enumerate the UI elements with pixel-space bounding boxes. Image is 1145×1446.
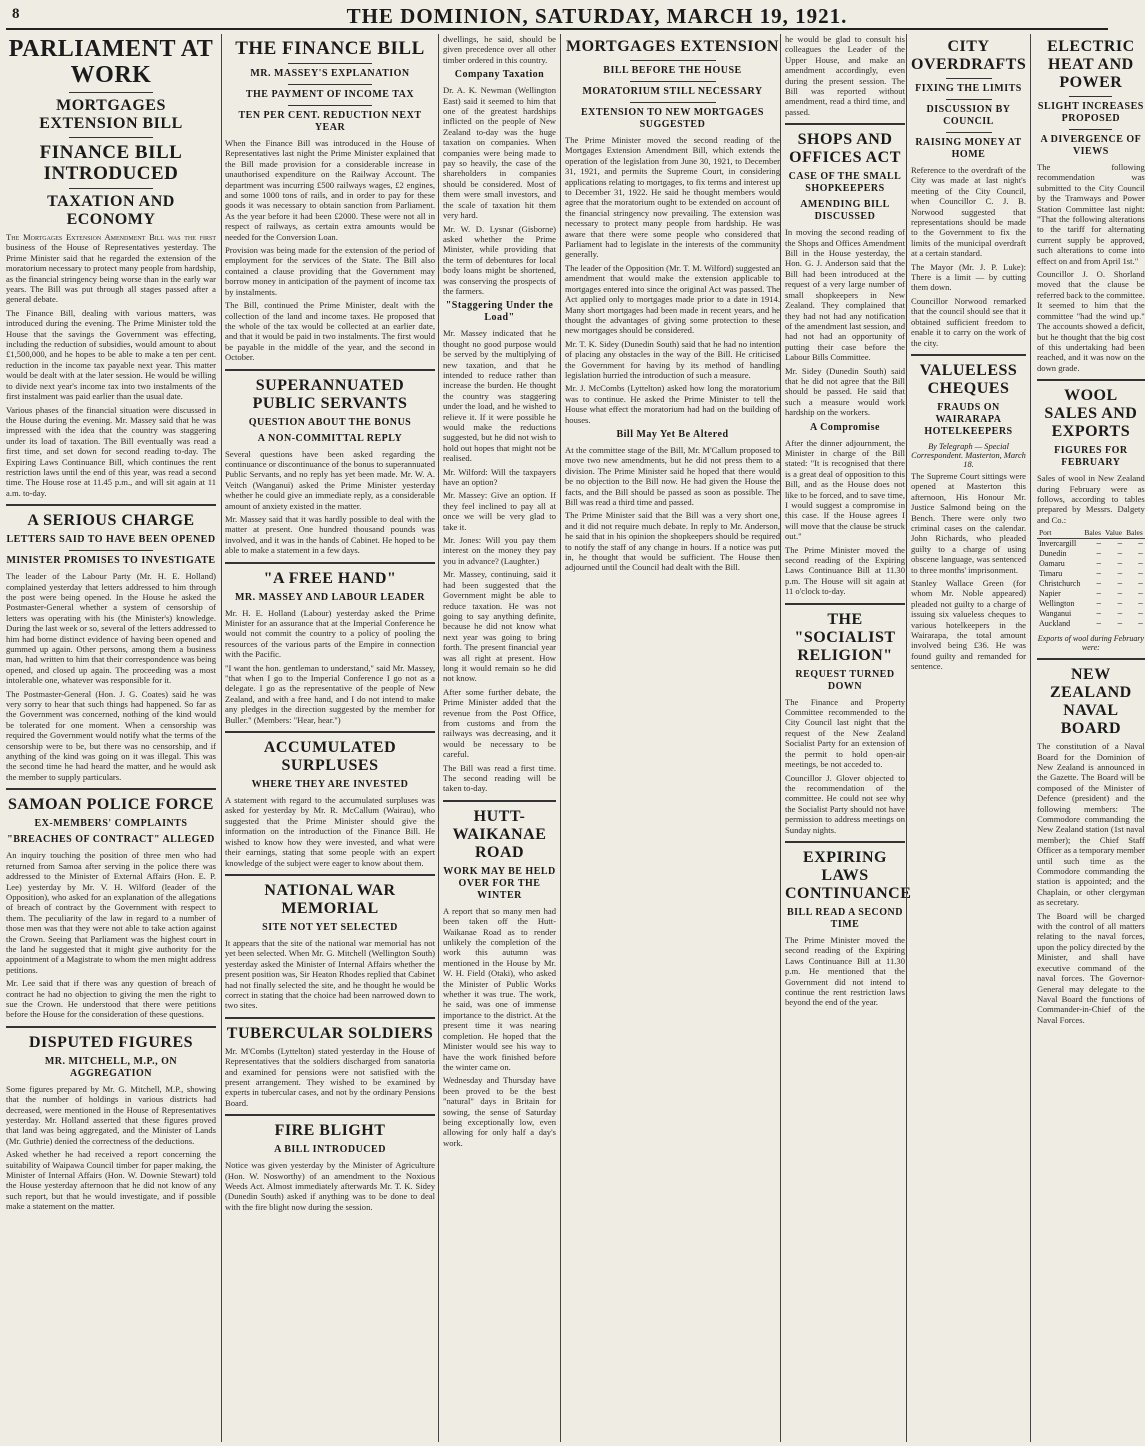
table-row bbox=[1037, 579, 1145, 589]
article-paragraph: At the committee stage of the Bill, Mr. M'Callum proposed to move two new amendments, but he did not press them to a division. The Prime Minister said he hoped that there would be no objection to the Bill now. He had given the House the facts, and the Bill should be passed as soon as possible. The Bill was read a third time and passed. bbox=[565, 444, 780, 507]
table-cell: — bbox=[1117, 570, 1123, 579]
article-paragraph: The Supreme Court sittings were opened at Masterton this afternoon, His Honour Mr. Justice Salmond being on the Bench. There were only two criminal cases on the calendar. John Richards, who pleaded guilty to a charge of using obscene language, was sentenced to three months' imprisonment. bbox=[911, 470, 1026, 575]
section-headline: SHOPS AND OFFICES ACT bbox=[789, 131, 901, 167]
section-headline: NEW ZEALAND NAVAL BOARD bbox=[1050, 666, 1132, 738]
section-headline: SUPERANNUATED PUBLIC SERVANTS bbox=[252, 376, 408, 412]
subheadline: TAXATION AND ECONOMY bbox=[47, 193, 175, 228]
section-headline: EXPIRING LAWS CONTINUANCE bbox=[785, 848, 912, 902]
table-cell: — bbox=[1138, 590, 1143, 599]
article-paragraph: The Prime Minister moved the second reading of the Mortgages Extension Amendment Bill, which extends the operation of the legislation from June 30, 1921, to December 31, 1921, and permits the Supreme Court, in considering applications relating to mortgages, to fix terms and interest up to December 31, 1922. He said he thought members would agree that the moratorium ought to be extended on account of the financial stringency now prevailing. The extension was necessary to protect many people from hardship. He was aware that there were some people who considered that Parliament had to legislate in the interests of the community generally. bbox=[565, 135, 780, 260]
section-subheadline: THE PAYMENT OF INCOME TAX bbox=[245, 89, 415, 100]
article-paragraph: Reference to the overdraft of the City was made at last night's meeting of the City Council, when Councillor C. J. B. Norwood suggested that representations should be made to the Government to fix the limits of the municipal overdraft at a certain standard. bbox=[911, 165, 1026, 259]
article-paragraph: Mr. M'Combs (Lyttelton) stated yesterday in the House of Representatives that the soldiers discharged from sanatoria and examined for pensions were not satisfied with the present arrangement. They wished to be examined by experts in tubercular cases, and not by the ordinary Pensions Board. bbox=[225, 1045, 435, 1108]
section-subheadline: AMENDING BILL DISCUSSED bbox=[800, 199, 890, 223]
article-paragraph: Wednesday and Thursday have been proved to be the best "natural" days in Britain for sowing, the sense of Saturday being exceptionally low, even allowing for only half a day's work. bbox=[443, 1075, 556, 1148]
article-paragraph: A report that so many men had been taken off the Hutt-Waikanae Road as to render unlikely the completion of the work this autumn was mentioned in the House by Mr. W. H. Field (Otaki), who asked the Minister of Public Works whether it was true. The work, he said, was one of immense importance to the district. At the present time it was nearing completion. He hoped that the Minister would see his way to have the work finished before the winter came on. bbox=[443, 905, 556, 1072]
table-row bbox=[1037, 539, 1145, 550]
table-header-cell: Bales bbox=[1084, 528, 1101, 538]
article-paragraph: Councillor J. Glover objected to the recommendation of the committee. He could not see why the Socialist Party should not have permission to address meetings on Sunday nights. bbox=[785, 772, 905, 835]
section-headline: VALUELESS CHEQUES bbox=[919, 361, 1018, 397]
section-subheadline: "BREACHES OF CONTRACT" ALLEGED bbox=[7, 834, 215, 846]
article-paragraph: Several questions have been asked regarding the continuance or discontinuance of the bonus to superannuated Public Servants, and no reply has yet been made. Mr. W. A. Veitch (Wanganui) asked the Prime Minister yesterday whether he could give an immediate reply, as a considerable amount of anxiety existed in the matter. bbox=[225, 448, 435, 511]
table-header-cell: Port bbox=[1037, 528, 1082, 539]
section-headline: "A FREE HAND" bbox=[263, 569, 397, 587]
article-paragraph: The Bill, continued the Prime Minister, dealt with the collection of the land and income taxes. He proposed that the whole of the tax would be collected at an earlier date, and that it would be paid in two instalments. The first would be payable in the middle of the year, and the second in October. bbox=[225, 300, 435, 363]
table-cell: — bbox=[1138, 560, 1143, 569]
section-headline: THE FINANCE BILL bbox=[235, 38, 425, 59]
article-paragraph: The leader of the Opposition (Mr. T. M. Wilford) suggested an amendment that would make the extension applicable to mortgages entered into since the original Act was passed. The Act applied only to mortgages made prior to a date in 1914. Many short mortgages had been made in recent years, and he thought the advantages of giving some protection to these new mortgages should be considered. bbox=[565, 262, 780, 336]
article-paragraph: The Bill was read a first time. The second reading will be taken to-day. bbox=[443, 762, 556, 794]
table-row bbox=[1037, 559, 1145, 569]
table-cell: — bbox=[1138, 570, 1143, 579]
article-paragraph: Some figures prepared by Mr. G. Mitchell, M.P., showing that the number of holdings in various districts had decreased, were mentioned in the House of Representatives yesterday. Mr. Holland asserted that these figures proved that land was being aggregated, and the Minister of Lands (Mr. Guthrie) denied the correctness of the deductions. bbox=[6, 1083, 216, 1146]
article-paragraph: he would be glad to consult his colleagues the Leader of the Upper House, and make an amendment accordingly, even during the present session. The Bill was reported without amendment, read a third time, and passed. bbox=[785, 34, 905, 117]
section-subheadline: A Compromise bbox=[810, 421, 880, 433]
table-cell: — bbox=[1117, 580, 1123, 589]
section-headline: ACCUMULATED SURPLUSES bbox=[263, 739, 397, 775]
section-subheadline: FIGURES FOR FEBRUARY bbox=[1054, 445, 1128, 469]
section-headline: ELECTRIC HEAT AND POWER bbox=[1047, 38, 1135, 91]
section-subheadline: DISCUSSION BY COUNCIL bbox=[926, 104, 1011, 127]
article-paragraph: When the Finance Bill was introduced in the House of Representatives last night the Prime Minister explained that the Bill made provision for a considerable increase in unauthorised expenditure on the Railway Account. The department was incurring £500 railways wages, £2 engines, and some 1000 tons of rails, and in order to pay for these goods it was necessary to obtain sanction from Parliament. As the year before it had been £2000. These were not all in respect of railways, as certain extra amounts would be needed for the Conversion Loan. bbox=[225, 138, 435, 242]
section-headline: WOOL SALES AND EXPORTS bbox=[1044, 387, 1138, 441]
column-3 bbox=[438, 34, 556, 1442]
table-cell: Christchurch bbox=[1039, 579, 1081, 589]
section-subheadline: A DIVERGENCE OF VIEWS bbox=[1040, 134, 1142, 157]
article-paragraph: The Finance Bill, dealing with various matters, was introduced during the evening. The Prime Minister told the House that the savings the Government was effecting, including the reduction of subsidies, would amount to about £1,500,000, and he hopes to be able to make a ten per cent. reduction in the income tax payable next year. This matter would be dealt with at the later session. He would be willing to divide next year's income tax into two instalments of the first instalment was paid earlier than the usual date. bbox=[6, 307, 216, 402]
section-subheadline: Bill May Yet Be Altered bbox=[616, 428, 729, 440]
table-cell: — bbox=[1117, 590, 1123, 599]
table-cell: — bbox=[1138, 610, 1143, 619]
section-subheadline: EX-MEMBERS' COMPLAINTS bbox=[34, 818, 188, 830]
right-news-column bbox=[1037, 34, 1145, 1442]
article-paragraph: After the dinner adjournment, the Minister in charge of the Bill stated: "It is recognised that there is a great deal of opposition to this Bill, and as the House does not like to be forced, and to save time, I would suggest a compromise in this case. If the House agrees I will move that the clause be struck out." bbox=[785, 437, 905, 542]
article-paragraph: The Prime Minister moved the second reading of the Expiring Laws Continuance Bill at 11.30 p.m. He mentioned that the Government did not intend to continue the rent restriction laws beyond the end of the year. bbox=[785, 934, 905, 1008]
column-2 bbox=[221, 34, 435, 1442]
article-paragraph: The Prime Minister moved the second reading of the Expiring Laws Continuance Bill at 11.30 p.m. The House will sit again at 11 o'clock to-day. bbox=[785, 544, 905, 597]
table-cell: Napier bbox=[1039, 589, 1061, 599]
section-headline: NATIONAL WAR MEMORIAL bbox=[264, 881, 396, 917]
article-paragraph: Mr. W. D. Lysnar (Gisborne) asked whether the Prime Minister, while providing that the term of debentures for local body loans might be shortened, was conserving the prospects of the farmers. bbox=[443, 223, 556, 296]
table-cell: Oamaru bbox=[1039, 559, 1065, 569]
article-paragraph: The constitution of a Naval Board for the Dominion of New Zealand is announced in the Gazette. The Board will be composed of the Minister of Defence (president) and the following members: The Commodore commanding the New Zealand station (1st naval member); the Chief Staff Officer as a temporary member until such time as the Commodore commanding the station is appointed; and the Chaplain, or other clergyman as secretary. bbox=[1037, 741, 1145, 908]
section-subheadline: WORK MAY BE HELD OVER FOR THE WINTER bbox=[443, 865, 556, 901]
table-cell: — bbox=[1096, 610, 1101, 619]
section-subheadline: FIXING THE LIMITS bbox=[915, 83, 1022, 94]
table-cell: — bbox=[1117, 550, 1123, 559]
table-cell: Dunedin bbox=[1039, 549, 1067, 559]
table-row bbox=[1037, 569, 1145, 579]
section-subheadline: MINISTER PROMISES TO INVESTIGATE bbox=[6, 555, 216, 567]
table-cell: — bbox=[1117, 620, 1123, 629]
section-subheadline: MORATORIUM STILL NECESSARY bbox=[582, 86, 763, 97]
column-5 bbox=[780, 34, 912, 1442]
article-paragraph: Mr. Jones: Will you pay them interest on the money they pay you in advance? (Laughter.) bbox=[443, 535, 556, 566]
article-paragraph: Mr. Massey, continuing, said it had been suggested that the Government might be able to reduce taxation. He was not going to say anything definite, because he did not know what next year was going to bring forth. The present financial year was all right at present. How long it would remain so he did not know. bbox=[443, 569, 556, 684]
section-subheadline: "Staggering Under the Load" bbox=[445, 300, 554, 324]
table-cell: — bbox=[1117, 540, 1123, 549]
article-paragraph: Mr. Sidey (Dunedin South) said that he did not agree that the Bill should be passed. He said that such a measure would work hardship on the workers. bbox=[785, 365, 905, 418]
article-paragraph: Notice was given yesterday by the Minister of Agriculture (Hon. W. Nosworthy) of an amendment to the Noxious Weeds Act. Almost immediately afterwards Mr. T. K. Sidey (Dunedin South) asked if anything was to be done to deal with the fire blight now during the session. bbox=[225, 1160, 435, 1212]
article-paragraph: Asked whether he had received a report concerning the suitability of Waipawa Council timber for paper making, the Minister of Internal Affairs (Hon. W. Downie Stewart) told the House yesterday afternoon that he did not know of any such report, but that he would investigate, and if possible make a statement on the matter. bbox=[6, 1149, 216, 1212]
section-subheadline: RAISING MONEY AT HOME bbox=[915, 137, 1022, 160]
article-paragraph: An inquiry touching the position of three men who had returned from Samoa after serving in the police there was addressed to the Minister of External Affairs (Hon. E. P. Lee) yesterday by Mr. V. H. Wilford (leader of the Opposition), who asked for an explanation of the allegations of breach of contract by the Government with respect to them. The peculiarity of the law in regard to a number of those men was that they were not able to take action against the Crown. Seeing that Parliament was the highest court in the land he suggested that it might give authority for the appointment of a Magistrate to whom the men might address petitions. bbox=[6, 850, 216, 975]
section-subheadline: TEN PER CENT. REDUCTION NEXT YEAR bbox=[238, 110, 422, 133]
section-subheadline: REQUEST TURNED DOWN bbox=[795, 668, 895, 692]
section-headline: FIRE BLIGHT bbox=[274, 1122, 386, 1140]
section-subheadline: BILL BEFORE THE HOUSE bbox=[603, 65, 742, 76]
section-headline: A SERIOUS CHARGE bbox=[27, 512, 195, 530]
section-subheadline: A BILL INTRODUCED bbox=[274, 1144, 386, 1156]
section-headline: SAMOAN POLICE FORCE bbox=[8, 796, 214, 814]
section-subheadline: BILL READ A SECOND TIME bbox=[787, 906, 903, 930]
table-cell: — bbox=[1096, 600, 1101, 609]
table-cell: — bbox=[1096, 550, 1101, 559]
table-cell: — bbox=[1096, 580, 1101, 589]
table-cell: — bbox=[1117, 600, 1123, 609]
section-headline: CITY OVERDRAFTS bbox=[911, 38, 1027, 73]
table-row bbox=[1037, 609, 1145, 619]
table-cell: — bbox=[1117, 560, 1123, 569]
wool-sales-table bbox=[1037, 528, 1145, 629]
table-cell: — bbox=[1096, 560, 1101, 569]
table-row bbox=[1037, 589, 1145, 599]
article-paragraph: Mr. Massey indicated that he thought no good purpose would be served by the multiplying of new taxation, and that he intended to reduce rather than increase the burden. He thought the country was staggering under the load, and he wished to relieve it. If it were possible he would make the reductions suggested, but he did not wish to hold out hopes that might not be realised. bbox=[443, 328, 556, 464]
table-cell: — bbox=[1138, 550, 1143, 559]
section-subheadline: A NON-COMMITTAL REPLY bbox=[257, 432, 403, 444]
article-paragraph: Mr. J. McCombs (Lyttelton) asked how long the moratorium was to continue. He asked the Prime Minister to tell the House what effect the moratorium had had on the building of houses. bbox=[565, 383, 780, 425]
article-paragraph: The following recommendation was submitted to the City Council by the Tramways and Power Station Committee last night: "That the following alterations to the tariff for alternating current supply be approved, such alterations to come into effect on and from April 1st." bbox=[1037, 162, 1145, 266]
main-headline: PARLIAMENT AT WORK bbox=[8, 36, 214, 88]
article-paragraph: It appears that the site of the national war memorial has not yet been selected. When Mr. G. Mitchell (Wellington South) yesterday asked the Minister of Internal Affairs whether the present position was, Sir Heaton Rhodes replied that Cabinet had not finally selected the site, and he thought he would be correct in stating that the choice had been narrowed down to two sites. bbox=[225, 937, 435, 1011]
table-cell: — bbox=[1096, 570, 1101, 579]
table-cell: — bbox=[1138, 580, 1143, 589]
article-paragraph: Mr. Massey said that it was hardly possible to deal with the matter at present. One hundred thousand pounds was involved, and it was in the hands of Cabinet. He hoped to be able to make a statement in a few days. bbox=[225, 513, 435, 556]
article-paragraph: Mr. H. E. Holland (Labour) yesterday asked the Prime Minister for an assurance that at the Imperial Conference he would not commit the country to a policy of pooling the resources of the various parts of the Empire in connection with the Pacific. bbox=[225, 607, 435, 660]
article-paragraph: "I want the hon. gentleman to understand," said Mr. Massey, "that when I go to the Imperial Conference I go not as a delegate. I go as the representative of the people of New Zealand, and with a free hand, and I do not intend to make any pledges in the direction suggested by the member for Buller." (Members: "Hear, hear.") bbox=[225, 662, 435, 725]
section-subheadline: WHERE THEY ARE INVESTED bbox=[251, 779, 409, 791]
table-cell: Invercargill bbox=[1039, 539, 1077, 549]
article-paragraph: In moving the second reading of the Shops and Offices Amendment Bill in the House yesterday, the Hon. G. J. Anderson said that the Bill had been introduced at the request of a very large number of small shopkeepers in New Zealand. They complained that they had not had any notification of the amendment last session, and had not had an opportunity of putting their case before the Labour Bills Committee. bbox=[785, 227, 905, 363]
article-paragraph: The Board will be charged with the control of all matters relating to the naval forces, upon the policy directed by the Minister, and shall have executive command of the naval forces. The Governor-General may delegate to the Naval Board the functions of Commander-in-Chief of the Naval Forces. bbox=[1037, 910, 1145, 1025]
section-headline: THE "SOCIALIST RELIGION" bbox=[794, 610, 896, 664]
table-cell: — bbox=[1138, 600, 1143, 609]
section-subheadline: MR. MITCHELL, M.P., ON AGGREGATION bbox=[44, 1055, 178, 1079]
city-news-column bbox=[911, 34, 1031, 1442]
masthead bbox=[6, 2, 1108, 30]
section-subheadline: EXTENSION TO NEW MORTGAGES SUGGESTED bbox=[581, 107, 764, 130]
section-subheadline: SLIGHT INCREASES PROPOSED bbox=[1037, 101, 1144, 124]
section-subheadline: MR. MASSEY AND LABOUR LEADER bbox=[234, 591, 426, 603]
article-paragraph: Various phases of the financial situation were discussed in the House during the evening. Mr. Massey said that he was impressed with the idea that the country was staggering under its load of taxation. The Bill eventually was read a first time, and set down for second reading to-day. The Expiring Laws Continuance Bill, which continues the rent restriction laws until the end of this year, was read a second time. The House rose at 11.45 p.m., and will sit again at 11 a.m. to-day. bbox=[6, 404, 216, 498]
column-6 bbox=[906, 34, 1145, 1442]
article-paragraph: Mr. Wilford: Will the taxpayers have an option? bbox=[443, 466, 556, 488]
table-row bbox=[1037, 549, 1145, 559]
table-cell: — bbox=[1138, 540, 1143, 549]
article-paragraph: Sales of wool in New Zealand during February were as follows, according to tables prepared by Messrs. Dalgety and Co.: bbox=[1037, 473, 1145, 525]
table-cell: Wellington bbox=[1039, 599, 1075, 609]
table-cell: Timaru bbox=[1039, 569, 1063, 579]
section-subheadline: CASE OF THE SMALL SHOPKEEPERS bbox=[788, 171, 902, 195]
table-cell: — bbox=[1096, 540, 1101, 549]
table-row bbox=[1037, 619, 1145, 629]
table-cell: — bbox=[1096, 620, 1101, 629]
section-subheadline: MR. MASSEY'S EXPLANATION bbox=[250, 68, 410, 79]
table-cell: — bbox=[1117, 610, 1123, 619]
section-subheadline: LETTERS SAID TO HAVE BEEN OPENED bbox=[6, 534, 216, 546]
article-paragraph: The Finance and Property Committee recommended to the City Council last night that the request of the New Zealand Socialist Party for an extension of the permit to hold open-air meetings, be not acceded to. bbox=[785, 696, 905, 770]
column-1 bbox=[6, 34, 216, 1442]
section-headline: MORTGAGES EXTENSION bbox=[566, 38, 779, 55]
article-paragraph: The Mortgages Extension Amendment Bill was the first business of the House of Representatives yesterday. The Prime Minister said that he regarded the extension of the moratorium necessary to protect many people from hardship, as the financial stringency being worse than in the early war years. The Bill was put through all stages passed after a general debate. bbox=[6, 232, 217, 305]
article-paragraph: The leader of the Labour Party (Mr. H. E. Holland) complained yesterday that letters addressed to him through the post were being opened. In the House he asked the Postmaster-General whether a system of censorship of letters was operating with his (the Minister's) knowledge. During the last week or so, several of the letters addressed to him had borne distinct evidence of having been opened and gummed up again. Other persons, among them a business man, had written to him that their correspondence was being opened, and closed up again. The proceeding was a most intolerable one, whatever was responsible for it. bbox=[6, 571, 216, 686]
section-subheadline: QUESTION ABOUT THE BONUS bbox=[248, 416, 412, 428]
section-headline: DISPUTED FIGURES bbox=[28, 1033, 194, 1051]
article-paragraph: dwellings, he said, should be given precedence over all other timber ordered in this country. bbox=[443, 34, 556, 65]
article-paragraph: Councillor J. O. Shorland moved that the clause be referred back to the committee. It seemed to him that the committee "had the wind up." The accounts showed a deficit, but he thought that the big cost of this undertaking had been reached, and it was now on the down grade. bbox=[1037, 269, 1145, 373]
table-cell: — bbox=[1138, 620, 1143, 629]
section-headline: TUBERCULAR SOLDIERS bbox=[226, 1024, 434, 1042]
table-header-cell: Bales bbox=[1126, 528, 1143, 538]
article-paragraph: Mr. Massey: Give an option. If they feel inclined to pay all at once we will be very glad to take it. bbox=[443, 490, 556, 532]
table-cell: — bbox=[1096, 590, 1101, 599]
article-paragraph: Mr. T. K. Sidey (Dunedin South) said that he had no intention of placing any obstacles in the way of the Bill. He criticised the Government for having by its method of handling legislation hurried the introduction of such a measure. bbox=[565, 338, 780, 380]
page-number: 8 bbox=[12, 6, 20, 22]
table-caption: Exports of wool during February were: bbox=[1037, 634, 1144, 653]
section-subheadline: FRAUDS ON WAIRARAPA HOTELKEEPERS bbox=[924, 401, 1013, 437]
table-row bbox=[1037, 599, 1145, 609]
article-paragraph: The Postmaster-General (Hon. J. G. Coates) said he was very sorry to hear that such things had happened. So far as the Government was concerned, nothing of the kind would be tolerated for one moment. When a censorship was required the Government would notify what the terms of the censorship were to be, but there was no censorship, and if anything of the kind was going on it was illegal. This was the second time he had heard the matter, and he would ask the member to supply particulars. bbox=[6, 688, 216, 782]
table-cell: Wanganui bbox=[1039, 609, 1072, 619]
table-cell: Auckland bbox=[1039, 619, 1071, 629]
article-paragraph: A statement with regard to the accumulated surpluses was asked for yesterday by Mr. R. McCallum (Wairau), who suggested that the Prime Minister should give the information on the introduction of the Finance Bill. He wished to know how they were invested, and what were their earnings, stating that some people with an expert knowledge of the subject were eager to know about them. bbox=[225, 795, 435, 868]
article-paragraph: After some further debate, the Prime Minister added that the revenue from the Post Office, from customs and from the railways was decreasing, and it would be necessary to be careful. bbox=[443, 686, 556, 760]
subheadline: FINANCE BILL INTRODUCED bbox=[39, 142, 183, 184]
section-headline: HUTT-WAIKANAE ROAD bbox=[452, 807, 547, 861]
dateline: By Telegraph — Special Correspondent. Masterton, March 18. bbox=[911, 441, 1026, 469]
article-paragraph: Mr. Lee said that if there was any question of breach of contract he had no objection to giving the men the right to sue the Crown. He understood that there were petitions before the House for the consideration of these questions. bbox=[6, 978, 216, 1020]
section-subheadline: SITE NOT YET SELECTED bbox=[262, 921, 398, 933]
newspaper-title: THE DOMINION, SATURDAY, MARCH 19, 1921. bbox=[346, 4, 848, 28]
section-subheadline: Company Taxation bbox=[454, 69, 545, 81]
article-paragraph: Dr. A. K. Newman (Wellington East) said it seemed to him that one of the greatest hardships inflicted on the people of New Zealand to-day was the huge taxation on companies. When companies were being made to pay so heavily, the case of the shareholders in companies should be considered. Most of them were small investors, and the scale of taxation hit them very hard. bbox=[443, 85, 556, 221]
article-paragraph: The Prime Minister said that the Bill was a very short one, and it did not require much debate. In reply to Mr. Anderson, he said that in his opinion the shopkeepers should be required to notify the staff of any change in hours. If a notice was put in, he thought that would be sufficient. The House then adjourned until the Council had dealt with the Bill. bbox=[565, 510, 780, 573]
article-paragraph: Provision was being made for the extension of the period of employment for the services of the State. The Bill also contained a clause providing that the Government may borrow money in anticipation of the payment of income tax by instalments. bbox=[225, 245, 435, 297]
article-paragraph: Stanley Wallace Green (for whom Mr. Noble appeared) pleaded not guilty to a charge of issuing six valueless cheques to various hotelkeepers in the Wairarapa, the total amount involved being £36. He was found guilty and remanded for sentence. bbox=[911, 577, 1026, 672]
table-header-cell: Value bbox=[1105, 528, 1123, 538]
article-paragraph: Councillor Norwood remarked that the council should see that it obtained sufficient freedom to enable it to carry on the work of the city. bbox=[911, 295, 1026, 348]
column-4 bbox=[560, 34, 780, 1442]
article-paragraph: The Mayor (Mr. J. P. Luke): There is a limit — by cutting them down. bbox=[911, 261, 1026, 293]
subheadline: MORTGAGES EXTENSION BILL bbox=[39, 97, 183, 132]
